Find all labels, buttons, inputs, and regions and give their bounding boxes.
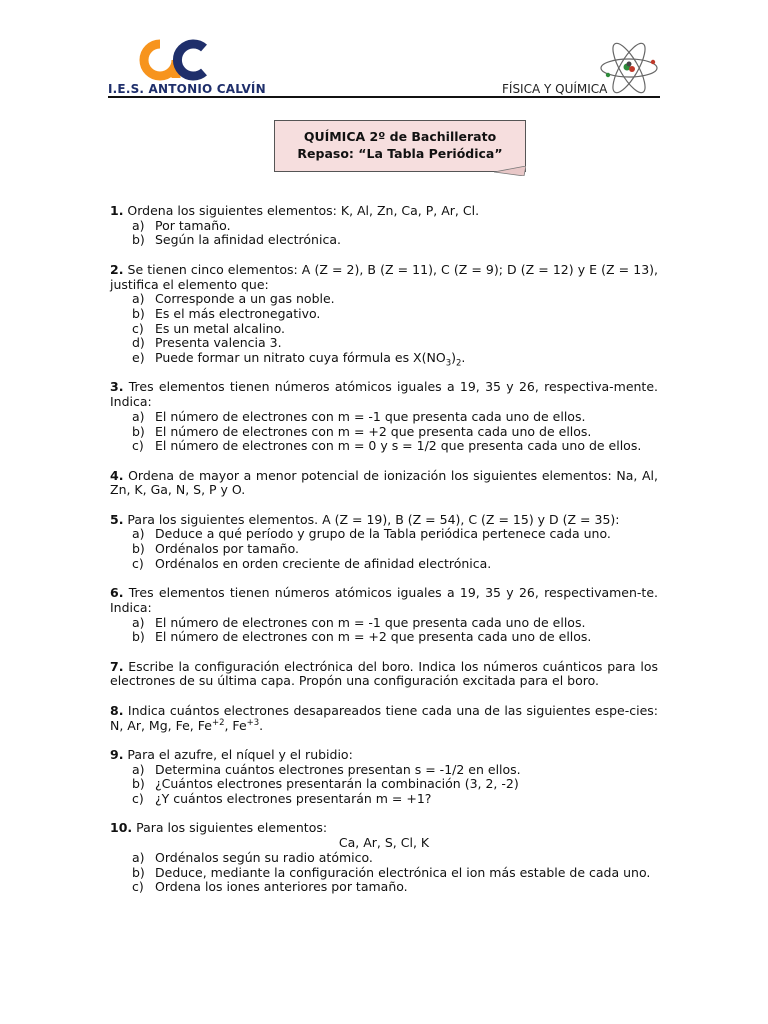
sub-items bbox=[110, 410, 658, 454]
question-1 bbox=[110, 204, 658, 248]
sub-item-text: Es el más electronegativo. bbox=[155, 305, 321, 321]
question-number: 5. bbox=[110, 511, 124, 527]
question-stem bbox=[110, 704, 658, 733]
sub-item-letter: a) bbox=[132, 408, 145, 424]
sub-item bbox=[110, 866, 658, 881]
sub-item-text: Es un metal alcalino. bbox=[155, 320, 286, 336]
title-line-1: QUÍMICA 2º de Bachillerato bbox=[303, 129, 497, 144]
sub-item-letter: b) bbox=[132, 423, 145, 439]
question-stem bbox=[110, 469, 658, 498]
question-number: 1. bbox=[110, 203, 124, 218]
school-logo bbox=[138, 38, 208, 82]
sub-item-text: Según la afinidad electrónica. bbox=[155, 232, 341, 248]
sub-item-text bbox=[155, 350, 658, 369]
sub-item-letter: a) bbox=[132, 291, 145, 307]
sub-item bbox=[110, 350, 658, 369]
sub-item-letter: c) bbox=[132, 438, 144, 454]
sub-item-letter: c) bbox=[132, 555, 144, 571]
question-3 bbox=[110, 380, 658, 454]
question-2 bbox=[110, 261, 658, 369]
question-number: 2. bbox=[110, 261, 124, 277]
sub-item bbox=[110, 410, 658, 425]
question-text-mid: , Fe bbox=[224, 717, 247, 733]
sub-item bbox=[110, 425, 658, 440]
exercise-list bbox=[110, 204, 658, 910]
sub-item-letter: c) bbox=[132, 320, 144, 336]
sub-item-letter: c) bbox=[132, 879, 144, 895]
question-stem bbox=[110, 204, 658, 219]
superscript: +3 bbox=[246, 717, 260, 728]
question-text: Tres elementos tienen números atómicos iguales a 19, 35 y 26, respectivamen-te. Indica: bbox=[110, 585, 658, 615]
question-text: Ordena de mayor a menor potencial de ionización los siguientes elementos: Na, Al, Zn, K, Ga, N, S, P y O. bbox=[110, 467, 658, 498]
question-text: Para los siguientes elementos. A (Z = 19), B (Z = 54), C (Z = 15) y D (Z = 35): bbox=[123, 511, 620, 527]
question-text-end: . bbox=[259, 717, 264, 733]
sub-item bbox=[110, 322, 658, 337]
question-number: 3. bbox=[110, 379, 124, 395]
sub-item-text: Ordénalos según su radio atómico. bbox=[155, 849, 373, 865]
question-number: 7. bbox=[110, 658, 124, 674]
question-text: Indica cuántos electrones desapareados tiene cada una de las siguientes espe-cies: N, Ar, Mg, Fe, Fe bbox=[110, 702, 658, 733]
sub-items bbox=[110, 291, 658, 369]
subject-name: FÍSICA Y QUÍMICA bbox=[502, 82, 608, 96]
sub-item-letter: c) bbox=[132, 791, 144, 806]
sub-item bbox=[110, 880, 658, 895]
sub-items bbox=[110, 763, 658, 807]
sub-item bbox=[110, 792, 658, 807]
sub-item bbox=[110, 557, 658, 572]
sub-item-letter: a) bbox=[132, 526, 145, 542]
sub-item-text: Ordena los iones anteriores por tamaño. bbox=[155, 879, 408, 895]
sub-item-letter: b) bbox=[132, 305, 145, 321]
sub-item-letter: b) bbox=[132, 629, 145, 645]
sub-item-text: Deduce a qué período y grupo de la Tabla periódica pertenece cada uno. bbox=[155, 526, 611, 542]
sub-item-letter: b) bbox=[132, 232, 145, 248]
sub-items bbox=[110, 851, 658, 895]
question-5 bbox=[110, 513, 658, 572]
sub-item bbox=[110, 630, 658, 645]
sub-item-text: El número de electrones con m = +2 que presenta cada uno de ellos. bbox=[155, 423, 592, 439]
sub-item bbox=[110, 616, 658, 631]
question-number: 9. bbox=[110, 746, 124, 762]
sub-item-letter: e) bbox=[132, 350, 145, 366]
question-stem bbox=[110, 263, 658, 292]
question-stem bbox=[110, 586, 658, 615]
sub-item-text: El número de electrones con m = +2 que presenta cada uno de ellos. bbox=[155, 629, 592, 645]
sub-item-text: El número de electrones con m = 0 y s = 1/2 que presenta cada uno de ellos. bbox=[155, 438, 642, 454]
question-stem bbox=[110, 513, 658, 528]
atom-icon bbox=[598, 42, 660, 94]
sub-item-letter: b) bbox=[132, 864, 145, 880]
sub-item bbox=[110, 439, 658, 454]
question-text: Para los siguientes elementos: bbox=[132, 820, 328, 836]
sub-item bbox=[110, 336, 658, 351]
sub-item-text: Determina cuántos electrones presentan s = -1/2 en ellos. bbox=[155, 761, 521, 777]
sub-item-text: ¿Y cuántos electrones presentarán m = +1? bbox=[155, 791, 432, 806]
title-box bbox=[274, 120, 526, 172]
logo-orange-ring bbox=[144, 44, 176, 78]
question-text: Para el azufre, el níquel y el rubidio: bbox=[123, 746, 353, 762]
question-6 bbox=[110, 586, 658, 645]
sub-item bbox=[110, 763, 658, 778]
sub-items bbox=[110, 219, 658, 248]
sub-items bbox=[110, 527, 658, 571]
sub-item bbox=[110, 219, 658, 234]
question-10 bbox=[110, 821, 658, 895]
sub-item-text: Ordénalos en orden creciente de afinidad electrónica. bbox=[155, 555, 492, 571]
element-list: Ca, Ar, S, Cl, K bbox=[338, 835, 430, 851]
sub-item-letter: b) bbox=[132, 541, 145, 557]
sub-item-letter: a) bbox=[132, 614, 145, 630]
sub-item-letter: a) bbox=[132, 849, 145, 865]
sub-item-letter: a) bbox=[132, 217, 145, 233]
question-stem bbox=[110, 660, 658, 689]
sub-item bbox=[110, 777, 658, 792]
sub-item-text: Deduce, mediante la configuración electrónica el ion más estable de cada uno. bbox=[155, 864, 651, 880]
sub-item-text: Por tamaño. bbox=[155, 217, 231, 233]
question-stem bbox=[110, 380, 658, 409]
sub-item bbox=[110, 542, 658, 557]
subscript: 2 bbox=[456, 358, 462, 369]
sub-item-text: Ordénalos por tamaño. bbox=[155, 541, 299, 557]
question-number: 8. bbox=[110, 702, 124, 718]
header-rule bbox=[108, 96, 660, 98]
title-line-2: Repaso: “La Tabla Periódica” bbox=[297, 146, 503, 161]
formula-close: ) bbox=[451, 350, 456, 366]
question-text: Se tienen cinco elementos: A (Z = 2), B (Z = 11), C (Z = 9); D (Z = 12) y E (Z = 13), justifica el elemento que: bbox=[110, 261, 658, 292]
sub-item-letter: b) bbox=[132, 776, 145, 792]
sub-item-text: El número de electrones con m = -1 que presenta cada uno de ellos. bbox=[155, 408, 586, 424]
question-8 bbox=[110, 704, 658, 733]
question-text: Tres elementos tienen números atómicos iguales a 19, 35 y 26, respectiva-mente. Indica: bbox=[110, 379, 658, 410]
question-number: 6. bbox=[110, 585, 124, 601]
question-stem bbox=[110, 821, 658, 836]
page-curl-shape bbox=[494, 166, 526, 176]
sub-item-text: ¿Cuántos electrones presentarán la combinación (3, 2, -2) bbox=[155, 776, 519, 792]
question-text: Ordena los siguientes elementos: K, Al, Zn, Ca, P, Ar, Cl. bbox=[123, 203, 480, 218]
sub-item bbox=[110, 851, 658, 866]
question-stem bbox=[110, 748, 658, 763]
sub-item-text: Presenta valencia 3. bbox=[155, 335, 282, 351]
superscript: +2 bbox=[211, 717, 225, 728]
logo-blue-arc bbox=[177, 44, 204, 76]
formula-text: Puede formar un nitrato cuya fórmula es X(NO bbox=[155, 350, 446, 366]
sub-item-letter: a) bbox=[132, 761, 145, 777]
sub-items bbox=[110, 616, 658, 645]
sub-item-text: Corresponde a un gas noble. bbox=[155, 291, 335, 307]
question-7 bbox=[110, 660, 658, 689]
subscript: 3 bbox=[445, 358, 452, 369]
question-4 bbox=[110, 469, 658, 498]
sub-item bbox=[110, 307, 658, 322]
school-name: I.E.S. ANTONIO CALVÍN bbox=[108, 82, 266, 96]
sub-item-letter: d) bbox=[132, 335, 145, 351]
sub-item bbox=[110, 292, 658, 307]
question-9 bbox=[110, 748, 658, 807]
sub-item bbox=[110, 527, 658, 542]
sub-item bbox=[110, 233, 658, 248]
formula-end: . bbox=[461, 350, 466, 366]
question-text: Escribe la configuración electrónica del boro. Indica los números cuánticos para los electrones de su última capa. Propón una configuración excitada para el boro. bbox=[110, 658, 658, 689]
question-number: 10. bbox=[110, 820, 133, 836]
question-number: 4. bbox=[110, 467, 124, 483]
sub-item-text: El número de electrones con m = -1 que presenta cada uno de ellos. bbox=[155, 614, 586, 630]
